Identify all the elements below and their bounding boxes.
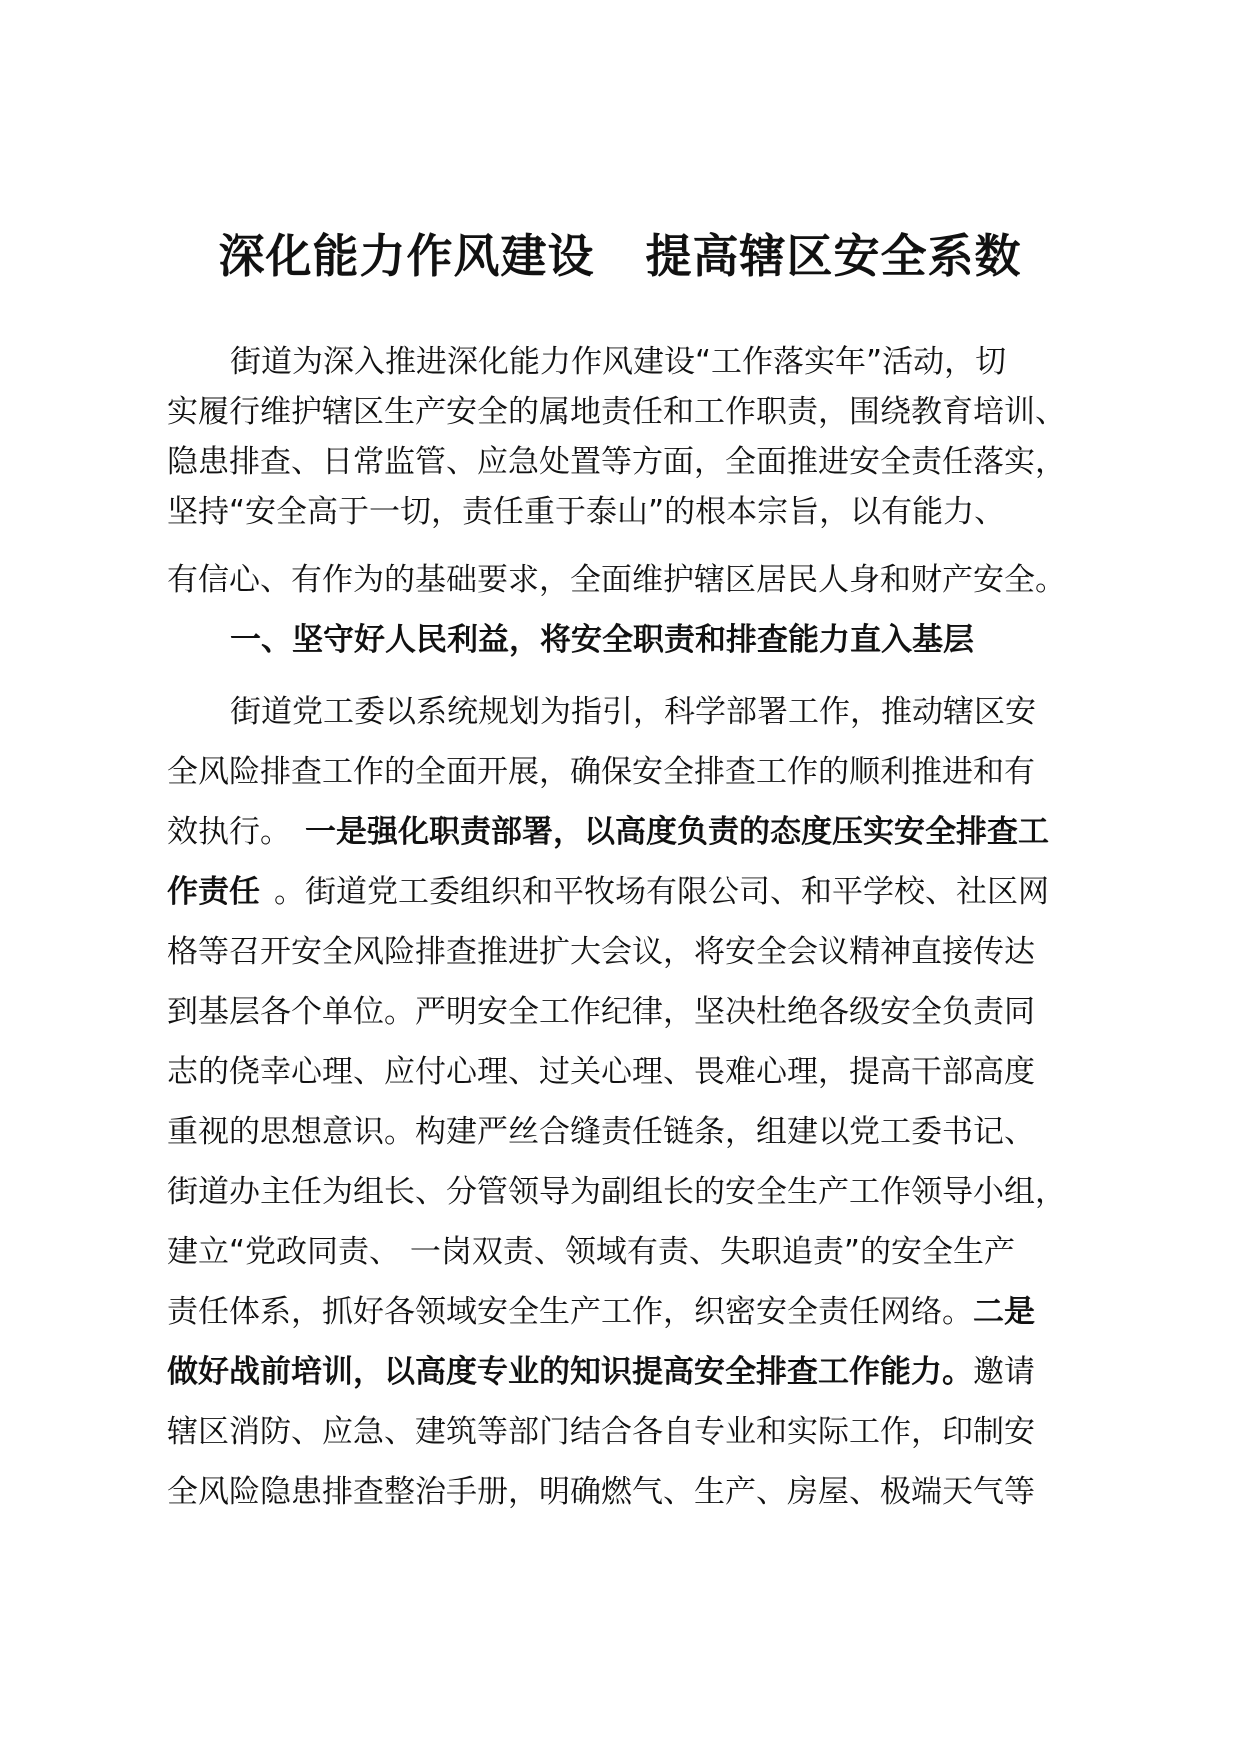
para1-line-4	[167, 872, 1049, 912]
para1-line-9: 街道办主任为组长、分管领导为副组长的安全生产工作领导小组，	[167, 1174, 1066, 1210]
document-title: 深化能力作风建设 提高辖区安全系数	[218, 229, 1022, 283]
para1-line-12-text: 邀请	[973, 1354, 1035, 1390]
para1-line-4-bold: 作责任	[167, 874, 260, 910]
intro-line-2: 实履行维护辖区生产安全的属地责任和工作职责，围绕教育培训、	[167, 394, 1066, 430]
section-heading-1: 一、坚守好人民利益，将安全职责和排查能力直入基层	[230, 622, 974, 658]
para1-line-12-bold: 做好战前培训，以高度专业的知识提高安全排查工作能力。	[167, 1354, 973, 1390]
para1-line-11-text: 责任体系，抓好各领域安全生产工作，织密安全责任网络。	[167, 1294, 973, 1330]
para1-line-2: 全风险排查工作的全面开展，确保安全排查工作的顺利推进和有	[167, 754, 1035, 790]
para1-line-8: 重视的思想意识。构建严丝合缝责任链条，组建以党工委书记、	[167, 1114, 1035, 1150]
intro-line-5: 有信心、有作为的基础要求，全面维护辖区居民人身和财产安全。	[167, 562, 1066, 598]
intro-line-1: 街道为深入推进深化能力作风建设“工作落实年”活动，切	[230, 344, 1007, 380]
para1-line-5: 格等召开安全风险排查推进扩大会议，将安全会议精神直接传达	[167, 934, 1035, 970]
para1-line-4-text: 。街道党工委组织和平牧场有限公司、和平学校、社区网	[274, 874, 1049, 910]
para1-line-10: 建立“党政同责、 一岗双责、领域有责、失职追责”的安全生产	[167, 1234, 1015, 1270]
para1-line-13: 辖区消防、应急、建筑等部门结合各自专业和实际工作，印制安	[167, 1414, 1035, 1450]
para1-line-3-text: 效执行。	[167, 814, 291, 850]
para1-line-3	[167, 812, 1049, 852]
intro-line-4: 坚持“安全高于一切，责任重于泰山”的根本宗旨，以有能力、	[167, 494, 1006, 530]
para1-line-7: 志的侥幸心理、应付心理、过关心理、畏难心理，提高干部高度	[167, 1054, 1035, 1090]
intro-line-3: 隐患排查、日常监管、应急处置等方面，全面推进安全责任落实，	[167, 444, 1066, 480]
para1-line-11	[167, 1292, 1035, 1332]
para1-line-14: 全风险隐患排查整治手册，明确燃气、生产、房屋、极端天气等	[167, 1474, 1035, 1510]
para1-line-6: 到基层各个单位。严明安全工作纪律，坚决杜绝各级安全负责同	[167, 994, 1035, 1030]
para1-line-1: 街道党工委以系统规划为指引，科学部署工作，推动辖区安	[230, 694, 1036, 730]
para1-line-3-bold: 一是强化职责部署，以高度负责的态度压实安全排查工	[305, 814, 1049, 850]
para1-line-11-bold: 二是	[973, 1294, 1035, 1330]
para1-line-12	[167, 1352, 1035, 1392]
